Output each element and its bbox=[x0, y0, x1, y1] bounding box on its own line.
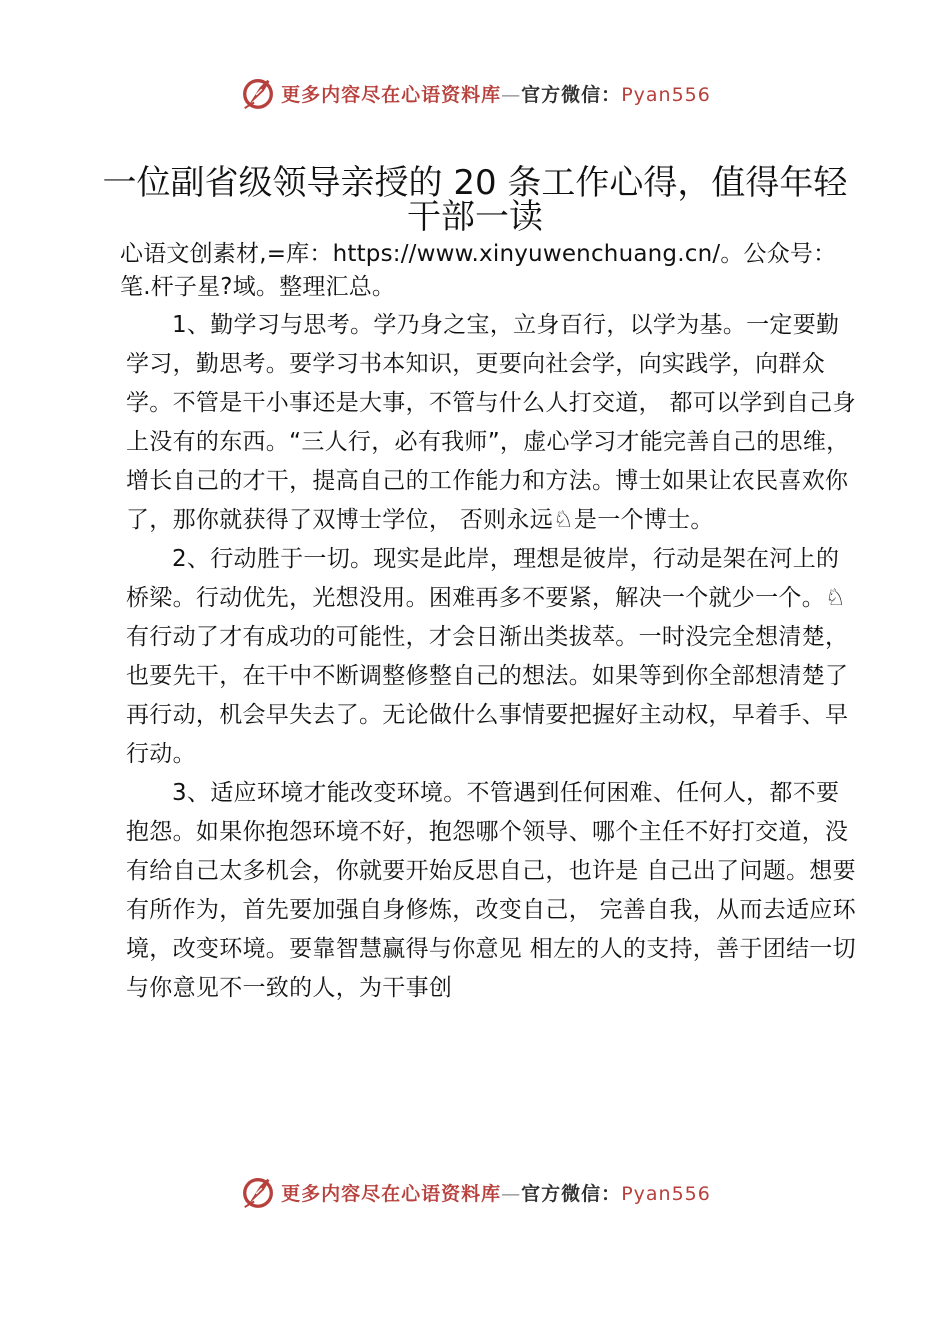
banner-main-text: 更多内容尽在心语资料库 bbox=[281, 1182, 502, 1205]
banner-text bbox=[281, 80, 711, 107]
banner-wechat-id: Pyan556 bbox=[621, 1182, 711, 1205]
header-banner bbox=[0, 68, 950, 118]
banner-sub-text: 官方微信： bbox=[521, 1182, 622, 1205]
banner-sub-text: 官方微信： bbox=[521, 83, 622, 106]
footer-banner bbox=[0, 1167, 950, 1217]
pen-nib-logo-icon bbox=[239, 1173, 277, 1211]
banner-main-text: 更多内容尽在心语资料库 bbox=[281, 83, 502, 106]
document-source: 心语文创素材,=库：https://www.xinyuwenchuang.cn/。公众号：笔.杆子星?域。整理汇总。 bbox=[120, 241, 837, 300]
pen-nib-logo-icon bbox=[239, 74, 277, 112]
document-body bbox=[126, 306, 856, 1008]
paragraph-2: 2、行动胜于一切。现实是此岸，理想是彼岸，行动是架在河上的桥梁。行动优先，光想没用。困难再多不要紧，解决一个就少一个。♘有行动了才有成功的可能性，才会日渐出类拔萃。一时没完全想清楚，也要先干，在干中不断调整修整自己的想法。如果等到你全部想清楚了再行动，机会早失去了。无论做什么事情要把握好主动权，早着手、早行动。 bbox=[126, 546, 849, 767]
banner-text bbox=[281, 1179, 711, 1206]
document-title: 一位副省级领导亲授的 20 条工作心得，值得年轻干部一读 bbox=[102, 163, 848, 237]
paragraph-1: 1、勤学习与思考。学乃身之宝，立身百行，以学为基。一定要勤学习，勤思考。要学习书本知识，更要向社会学，向实践学，向群众学。不管是干小事还是大事，不管与什么人打交道， 都可以学到自己身上没有的东西。“三人行，必有我师”，虚心学习才能完善自己的思维，增长自己的才干，提高自己的工作能力和方法。博士如果让农民喜欢你了，那你就获得了双博士学位， 否则永远♘是一个博士。 bbox=[126, 312, 856, 533]
banner-dash: — bbox=[501, 83, 522, 106]
banner-dash: — bbox=[501, 1182, 522, 1205]
banner-wechat-id: Pyan556 bbox=[621, 83, 711, 106]
paragraph-3: 3、适应环境才能改变环境。不管遇到任何困难、任何人，都不要抱怨。如果你抱怨环境不好，抱怨哪个领导、哪个主任不好打交道，没有给自己太多机会，你就要开始反思自己，也许是 自己出了问题。想要有所作为，首先要加强自身修炼，改变自己， 完善自我，从而去适应环境，改变环境。要靠智慧赢得与你意见 相左的人的支持，善于团结一切与你意见不一致的人，为干事创 bbox=[126, 780, 856, 1001]
